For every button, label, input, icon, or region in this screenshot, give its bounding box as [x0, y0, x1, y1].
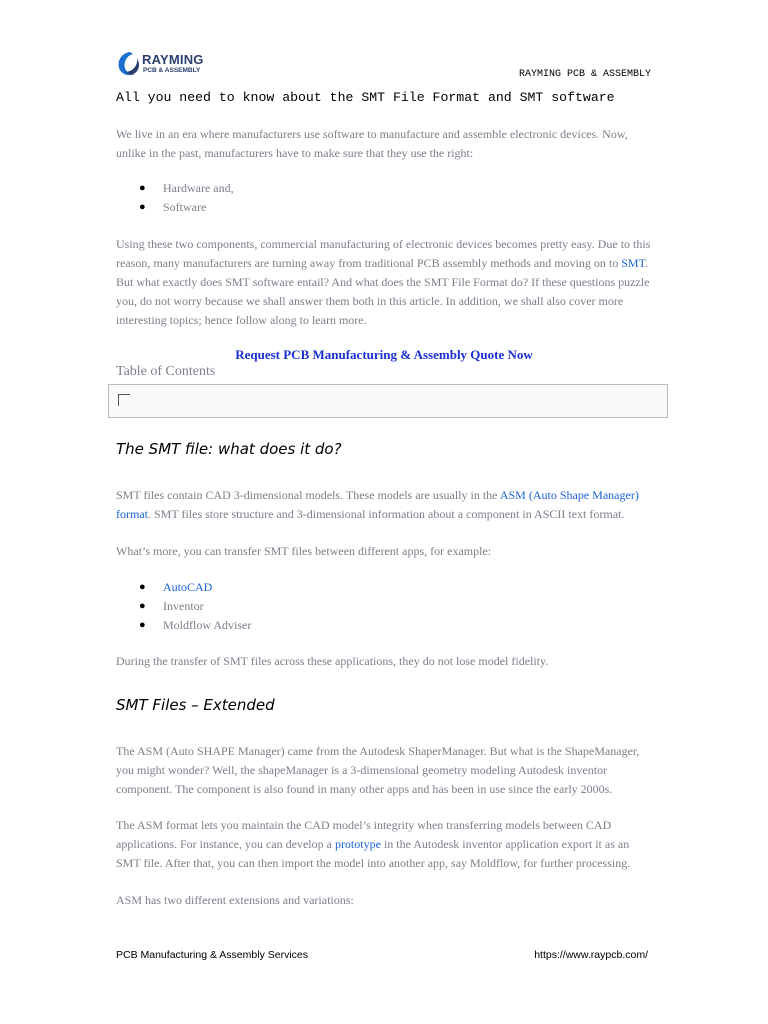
logo-subtitle: PCB & ASSEMBLY: [143, 67, 201, 74]
apps-bullet-list: [116, 578, 251, 635]
section-heading-smt-files-extended: SMT Files – Extended: [116, 696, 275, 714]
list-item: ● Hardware and,: [116, 179, 234, 198]
section2-paragraph-2: The ASM format lets you maintain the CAD model’s integrity when transferring models between CAD applications. For instance, you can develop a prototype in the Autodesk inventor application export it as an SMT file. After that, you can then import the model into another app, say Moldflow, for further processing.: [116, 818, 631, 870]
toc-toggle-icon[interactable]: [118, 394, 130, 406]
toc-box: [108, 384, 668, 418]
bullet-icon: ●: [139, 619, 146, 631]
list-item: [116, 578, 251, 597]
section1-paragraph-1: SMT files contain CAD 3-dimensional models. These models are usually in the ASM (Auto Shape Manager) format. SMT files store structure and 3-dimensional information about a component in ASCII text format.: [116, 488, 639, 521]
autocad-link[interactable]: AutoCAD: [163, 580, 213, 594]
smt-link[interactable]: SMT: [621, 256, 646, 270]
logo-swirl-icon: [116, 50, 142, 78]
rayming-logo: [116, 50, 226, 80]
footer-services-text: PCB Manufacturing & Assembly Services: [116, 949, 308, 961]
bullet-icon: ●: [139, 600, 146, 612]
section1-paragraph-3: During the transfer of SMT files across these applications, they do not lose model fidelity.: [116, 654, 549, 668]
intro-paragraph-1: We live in an era where manufacturers use software to manufacture and assemble electronic devices. Now, unlike in the past, manufacturers have to make sure that they use the right:: [116, 127, 628, 160]
list-item: ● Software: [116, 198, 234, 217]
footer-website-link[interactable]: https://www.raypcb.com/: [534, 949, 648, 961]
document-title: All you need to know about the SMT File Format and SMT software: [116, 90, 615, 105]
section-heading-smt-file: The SMT file: what does it do?: [116, 440, 342, 458]
section2-paragraph-1: The ASM (Auto SHAPE Manager) came from the Autodesk ShaperManager. But what is the ShapeManager, you might wonder? Well, the shapeManager is a 3-dimensional geometry modeling Autodesk inventor component. The component is also found in many other apps and has been in use since the early 2000s.: [116, 744, 640, 796]
section2-paragraph-3: ASM has two different extensions and variations:: [116, 893, 354, 907]
list-item: ● Moldflow Adviser: [116, 616, 251, 635]
bullet-icon: ●: [139, 182, 146, 194]
list-item: ● Inventor: [116, 597, 251, 616]
logo-name: RAYMING: [142, 52, 204, 67]
toc-label: Table of Contents: [116, 364, 216, 379]
bullet-icon: ●: [139, 201, 146, 213]
prototype-link[interactable]: prototype: [334, 837, 381, 851]
request-quote-link[interactable]: Request PCB Manufacturing & Assembly Quote Now: [235, 347, 533, 362]
section1-paragraph-2: What’s more, you can transfer SMT files between different apps, for example:: [116, 544, 492, 558]
intro-paragraph-2: Using these two components, commercial manufacturing of electronic devices becomes pretty easy. Due to this reason, many manufacturers are turning away from traditional PCB assembly methods and moving on to SMT. But what exactly does SMT software entail? And what does the SMT File Format do? If these questions puzzle you, do not worry because we shall answer them both in this article. In addition, we shall also cover more interesting topics; hence follow along to learn more.: [116, 237, 651, 327]
header-company-name: RAYMING PCB & ASSEMBLY: [518, 69, 651, 80]
bullet-icon: ●: [139, 581, 146, 593]
asm-format-link[interactable]: ASM (Auto Shape Manager) format: [116, 488, 639, 521]
intro-bullet-list: [116, 179, 234, 217]
